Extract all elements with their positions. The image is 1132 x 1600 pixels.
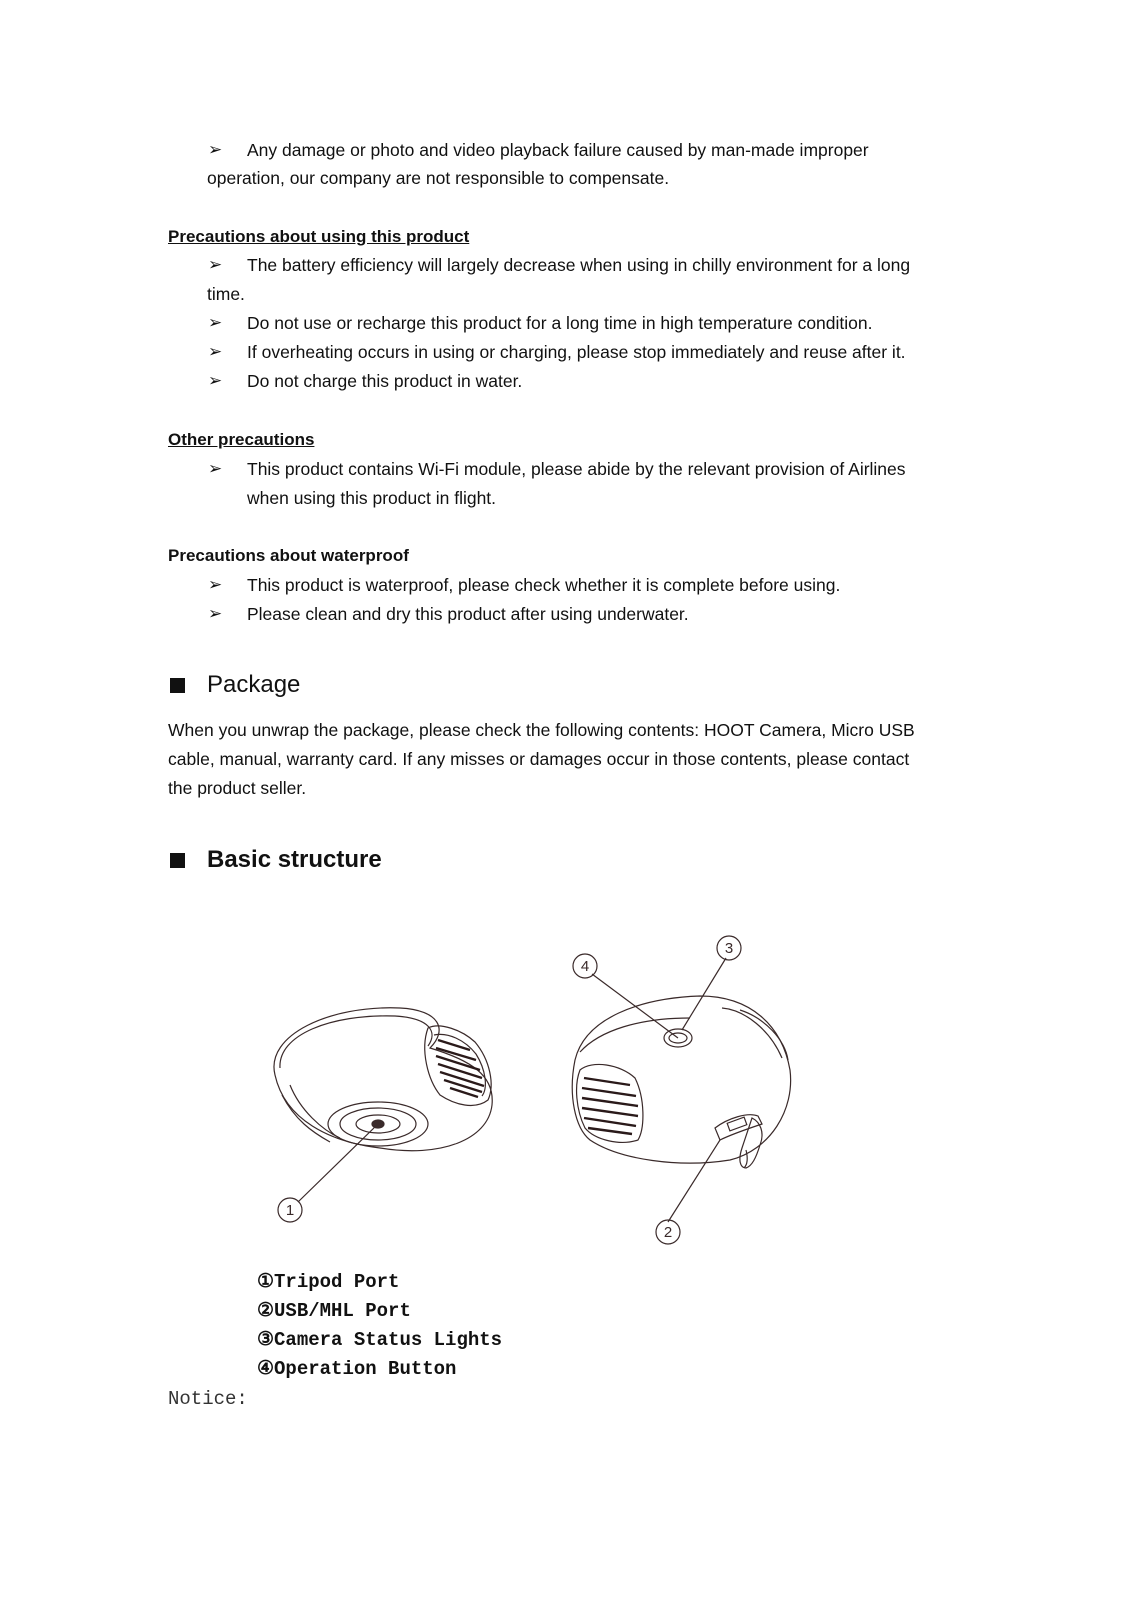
arrow-bullet-icon: ➢ [208,459,223,478]
other-bullet-1-cont: when using this product in flight. [247,488,497,508]
legend-item-operation-button: ④Operation Button [257,1358,457,1380]
legend-item-status-lights: ③Camera Status Lights [257,1329,503,1351]
callout-1-label: 1 [285,1202,295,1219]
arrow-bullet-icon: ➢ [208,140,223,159]
usage-bullet-1-cont: time. [207,284,245,304]
usage-bullet-1: The battery efficiency will largely decrease when using in chilly environment for a long [247,255,911,275]
package-text-line-3: the product seller. [168,778,307,798]
legend-item-tripod-port: ①Tripod Port [257,1271,400,1293]
package-text-line-2: cable, manual, warranty card. If any misses or damages occur in those contents, please contact [168,749,910,769]
usage-bullet-3: If overheating occurs in using or charging, please stop immediately and reuse after it. [247,342,906,362]
intro-bullet-text-cont: operation, our company are not responsible to compensate. [207,168,670,188]
other-heading: Other precautions [168,430,315,449]
notice-label: Notice: [168,1388,248,1410]
legend-item-usb-mhl-port: ②USB/MHL Port [257,1300,411,1322]
package-text-line-1: When you unwrap the package, please check the following contents: HOOT Camera, Micro USB [168,720,915,740]
other-bullet-1: This product contains Wi-Fi module, please abide by the relevant provision of Airlines [247,459,906,479]
camera-back-view [572,958,790,1222]
arrow-bullet-icon: ➢ [208,313,223,332]
arrow-bullet-icon: ➢ [208,604,223,623]
arrow-bullet-icon: ➢ [208,342,223,361]
waterproof-bullet-1: This product is waterproof, please check whether it is complete before using. [247,575,841,595]
arrow-bullet-icon: ➢ [208,371,223,390]
callout-4-label: 4 [580,958,590,975]
arrow-bullet-icon: ➢ [208,255,223,274]
usage-bullet-4: Do not charge this product in water. [247,371,523,391]
waterproof-bullet-2: Please clean and dry this product after using underwater. [247,604,689,624]
usage-heading: Precautions about using this product [168,227,470,246]
waterproof-heading: Precautions about waterproof [168,546,409,565]
usage-bullet-2: Do not use or recharge this product for a long time in high temperature condition. [247,313,873,333]
callout-2-label: 2 [663,1224,673,1241]
structure-title: Basic structure [207,846,382,873]
camera-front-view [274,1008,492,1202]
callout-3-label: 3 [724,940,734,957]
intro-bullet-text: Any damage or photo and video playback failure caused by man-made improper [247,140,869,160]
arrow-bullet-icon: ➢ [208,575,223,594]
package-title: Package [207,671,301,698]
